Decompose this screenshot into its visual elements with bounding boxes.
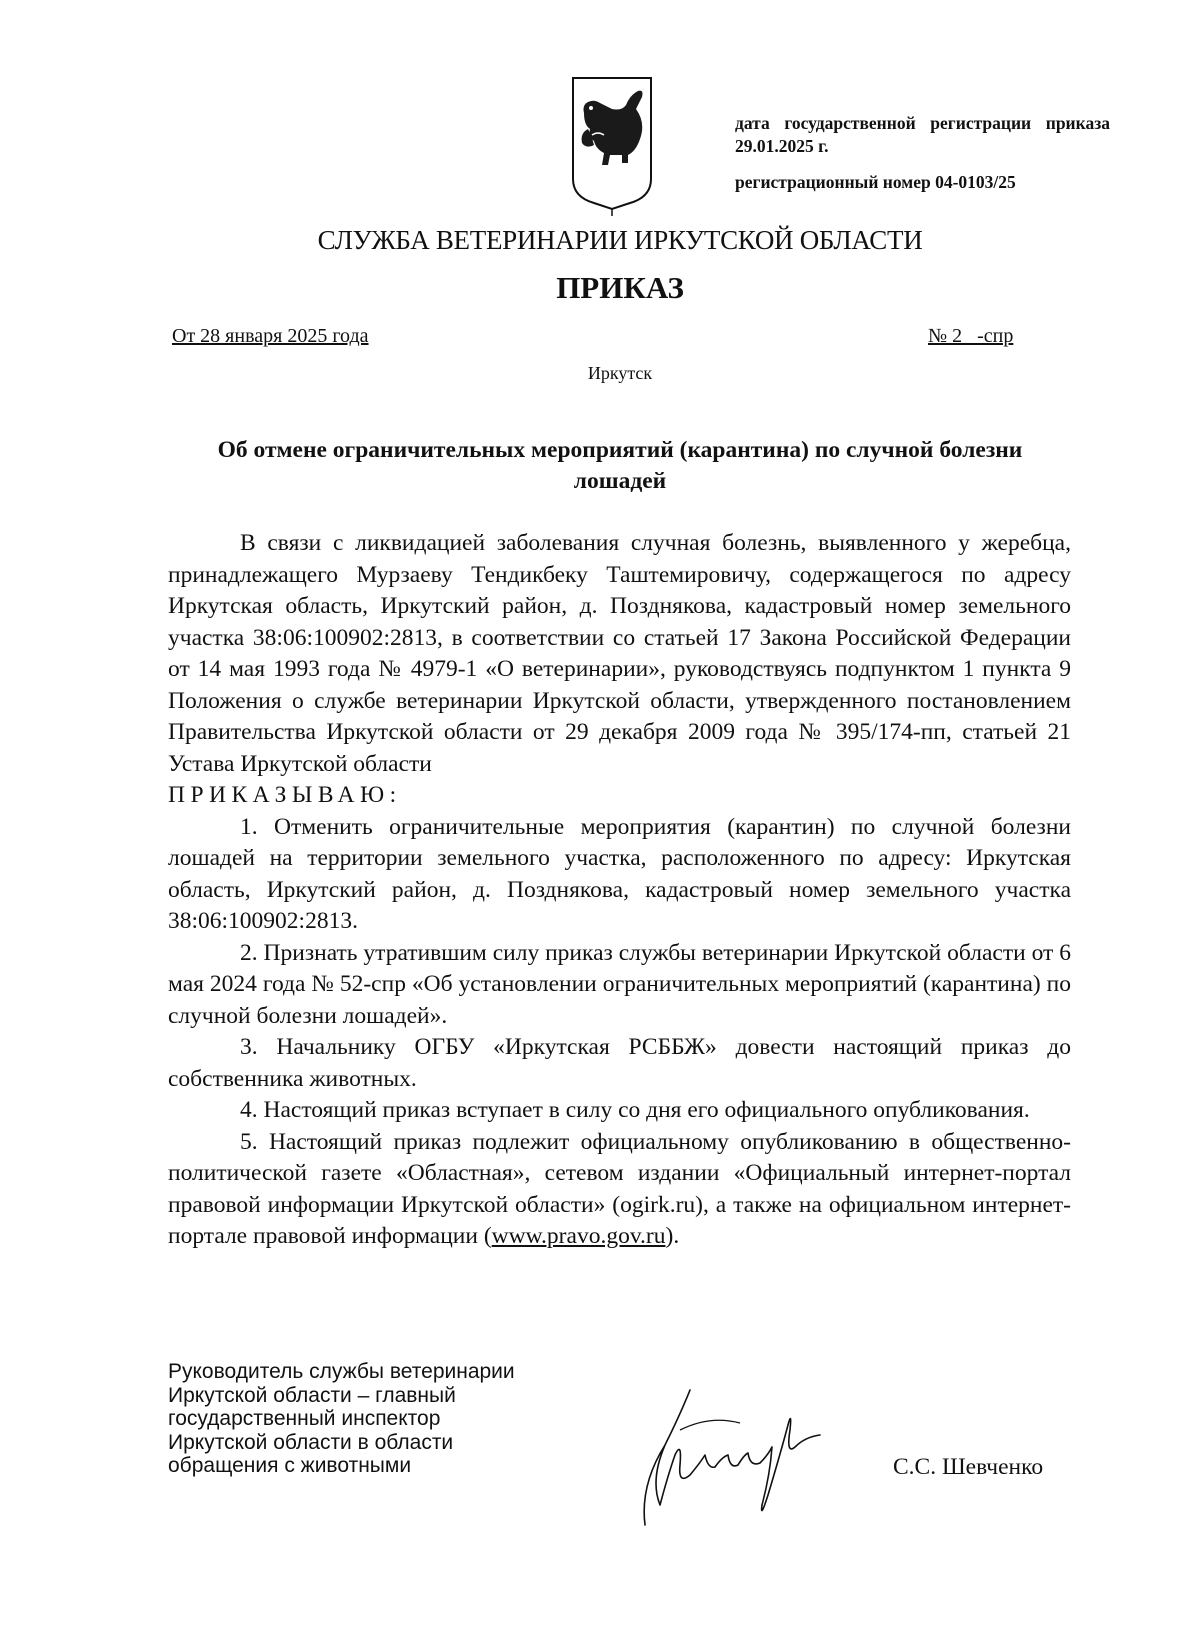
item-3: 3. Начальнику ОГБУ «Иркутская РСББЖ» довести настоящий приказ до собственника животных. bbox=[168, 1034, 1071, 1092]
registration-date: дата государственной регистрации приказа 29.01.2025 г. bbox=[735, 113, 1110, 156]
signer-position bbox=[168, 1360, 608, 1478]
signer-name: С.С. Шевченко bbox=[893, 1454, 1044, 1480]
signer-position-line: обращения с животными bbox=[168, 1454, 412, 1477]
preamble-paragraph: В связи с ликвидацией заболевания случная болезнь, выявленного у жеребца, принадлежащего Мурзаеву Тендикбеку Таштемировичу, содержащегося по адресу Иркутская область, Иркутский район, д. Позднякова, кадастровый номер земельного участка 38:06:100902:2813, в соответствии со статьей 17 Закона Российской Федерации от 14 мая 1993 года № 4979-1 «О ветеринарии», руководствуясь подпунктом 1 пункта 9 Положения о службе ветеринарии Иркутской области, утвержденного постановлением Правительства Иркутской области от 29 декабря 2009 года № 395/174-пп, статьей 21 Устава Иркутской области bbox=[168, 530, 1071, 777]
item-1: 1. Отменить ограничительные мероприятия (карантин) по случной болезни лошадей на территории земельного участка, расположенного по адресу: Иркутская область, Иркутский район, д. Позднякова, кадастровый номер земельного участка 38:06:100902:2813. bbox=[168, 813, 1071, 934]
document-title: Об отмене ограничительных мероприятий (карантина) по случной болезни лошадей bbox=[217, 437, 1023, 494]
decree-word: ПРИКАЗЫВАЮ: bbox=[168, 782, 402, 808]
item-5-end: ). bbox=[665, 1223, 680, 1249]
order-date: От 28 января 2025 года bbox=[172, 325, 369, 347]
signer-position-line: Иркутской области – главный bbox=[168, 1383, 456, 1407]
agency-name: СЛУЖБА ВЕТЕРИНАРИИ ИРКУТСКОЙ ОБЛАСТИ bbox=[317, 225, 923, 255]
registration-info bbox=[735, 112, 1110, 194]
order-number: № 2 -спр bbox=[928, 325, 1014, 347]
city: Иркутск bbox=[587, 363, 653, 383]
item-4: 4. Настоящий приказ вступает в силу со дня его официального опубликования. bbox=[240, 1097, 1030, 1123]
signer-position-line: Иркутской области в области bbox=[168, 1430, 454, 1454]
pravo-link[interactable]: www.pravo.gov.ru bbox=[491, 1223, 666, 1249]
item-5-text: 5. Настоящий приказ подлежит официальному опубликованию в общественно-политической газете «Областная», сетевом издании «Официальный интернет-портал правовой информации Иркутской области» (ogirk.ru), а также на официальном интернет-портале правовой информации ( bbox=[168, 1128, 1071, 1249]
signature-icon bbox=[620, 1385, 835, 1535]
signer-position-line: Руководитель службы ветеринарии bbox=[168, 1360, 515, 1383]
item-5 bbox=[168, 1127, 1071, 1253]
document-type: ПРИКАЗ bbox=[556, 270, 684, 305]
signer-position-line: государственный инспектор bbox=[168, 1407, 441, 1430]
coat-of-arms-icon bbox=[570, 75, 654, 217]
item-2: 2. Признать утратившим силу приказ службы ветеринарии Иркутской области от 6 мая 2024 года № 52-спр «Об установлении ограничительных мероприятий (карантина) по случной болезни лошадей». bbox=[168, 939, 1071, 1029]
document-body bbox=[168, 528, 1071, 1253]
registration-number: регистрационный номер 04-0103/25 bbox=[735, 172, 1016, 192]
